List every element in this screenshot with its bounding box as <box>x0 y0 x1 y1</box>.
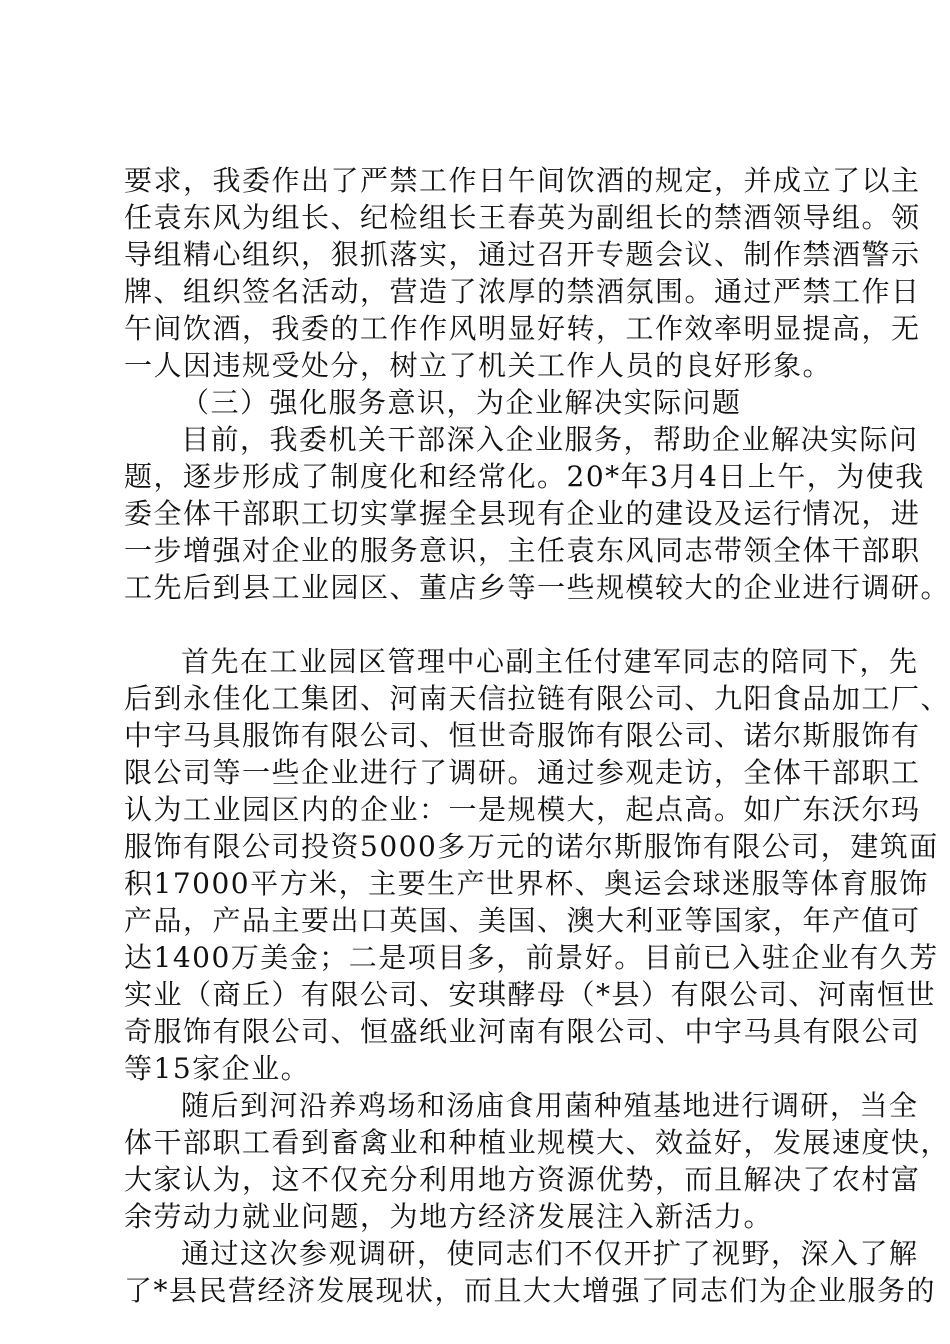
text-line: 一步增强对企业的服务意识，主任袁东风同志带领全体干部职 <box>124 534 921 567</box>
text-line: 认为工业园区内的企业：一是规模大，起点高。如广东沃尔玛 <box>124 793 921 826</box>
text-line: 午间饮酒，我委的工作作风明显好转，工作效率明显提高，无 <box>124 312 921 345</box>
text-line: 题，逐步形成了制度化和经常化。20*年3月4日上午，为使我 <box>124 460 925 493</box>
text-line: 要求，我委作出了严禁工作日午间饮酒的规定，并成立了以主 <box>124 164 921 197</box>
text-line: 达1400万美金；二是项目多，前景好。目前已入驻企业有久芳 <box>124 941 939 974</box>
text-line: 工先后到县工业园区、董店乡等一些规模较大的企业进行调研。 <box>124 571 950 604</box>
text-line: 后到永佳化工集团、河南天信拉链有限公司、九阳食品加工厂、 <box>124 682 950 715</box>
text-line: 首先在工业园区管理中心副主任付建军同志的陪同下，先 <box>181 645 919 678</box>
text-line: 体干部职工看到畜禽业和种植业规模大、效益好，发展速度快， <box>124 1126 950 1159</box>
text-line: 任袁东风为组长、纪检组长王春英为副组长的禁酒领导组。领 <box>124 201 921 234</box>
text-line: 服饰有限公司投资5000多万元的诺尔斯服饰有限公司，建筑面 <box>124 830 939 863</box>
text-line: 随后到河沿养鸡场和汤庙食用菌种殖基地进行调研，当全 <box>181 1089 919 1122</box>
text-line: 一人因违规受处分，树立了机关工作人员的良好形象。 <box>124 349 833 382</box>
text-line: 积17000平方米，主要生产世界杯、奥运会球迷服等体育服饰 <box>124 867 929 900</box>
text-line: 牌、组织签名活动，营造了浓厚的禁酒氛围。通过严禁工作日 <box>124 275 921 308</box>
text-line: 余劳动力就业问题，为地方经济发展注入新活力。 <box>124 1200 774 1233</box>
text-line: 大家认为，这不仅充分利用地方资源优势，而且解决了农村富 <box>124 1163 921 1196</box>
text-line: 导组精心组织，狠抓落实，通过召开专题会议、制作禁酒警示 <box>124 238 921 271</box>
section-heading: （三）强化服务意识，为企业解决实际问题 <box>181 386 742 419</box>
text-line: 奇服饰有限公司、恒盛纸业河南有限公司、中宇马具有限公司 <box>124 1015 921 1048</box>
text-line: 了*县民营经济发展现状，而且大大增强了同志们为企业服务的 <box>124 1274 937 1307</box>
text-line: 目前，我委机关干部深入企业服务，帮助企业解决实际问 <box>181 423 919 456</box>
text-line: 实业（商丘）有限公司、安琪酵母（*县）有限公司、河南恒世 <box>124 978 937 1011</box>
text-line: 等15家企业。 <box>124 1052 311 1085</box>
text-line: 委全体干部职工切实掌握全县现有企业的建设及运行情况，进 <box>124 497 921 530</box>
text-line: 限公司等一些企业进行了调研。通过参观走访，全体干部职工 <box>124 756 921 789</box>
text-line: 中宇马具服饰有限公司、恒世奇服饰有限公司、诺尔斯服饰有 <box>124 719 921 752</box>
text-line: 通过这次参观调研，使同志们不仅开扩了视野，深入了解 <box>181 1237 919 1270</box>
text-line: 产品，产品主要出口英国、美国、澳大利亚等国家，年产值可 <box>124 904 921 937</box>
